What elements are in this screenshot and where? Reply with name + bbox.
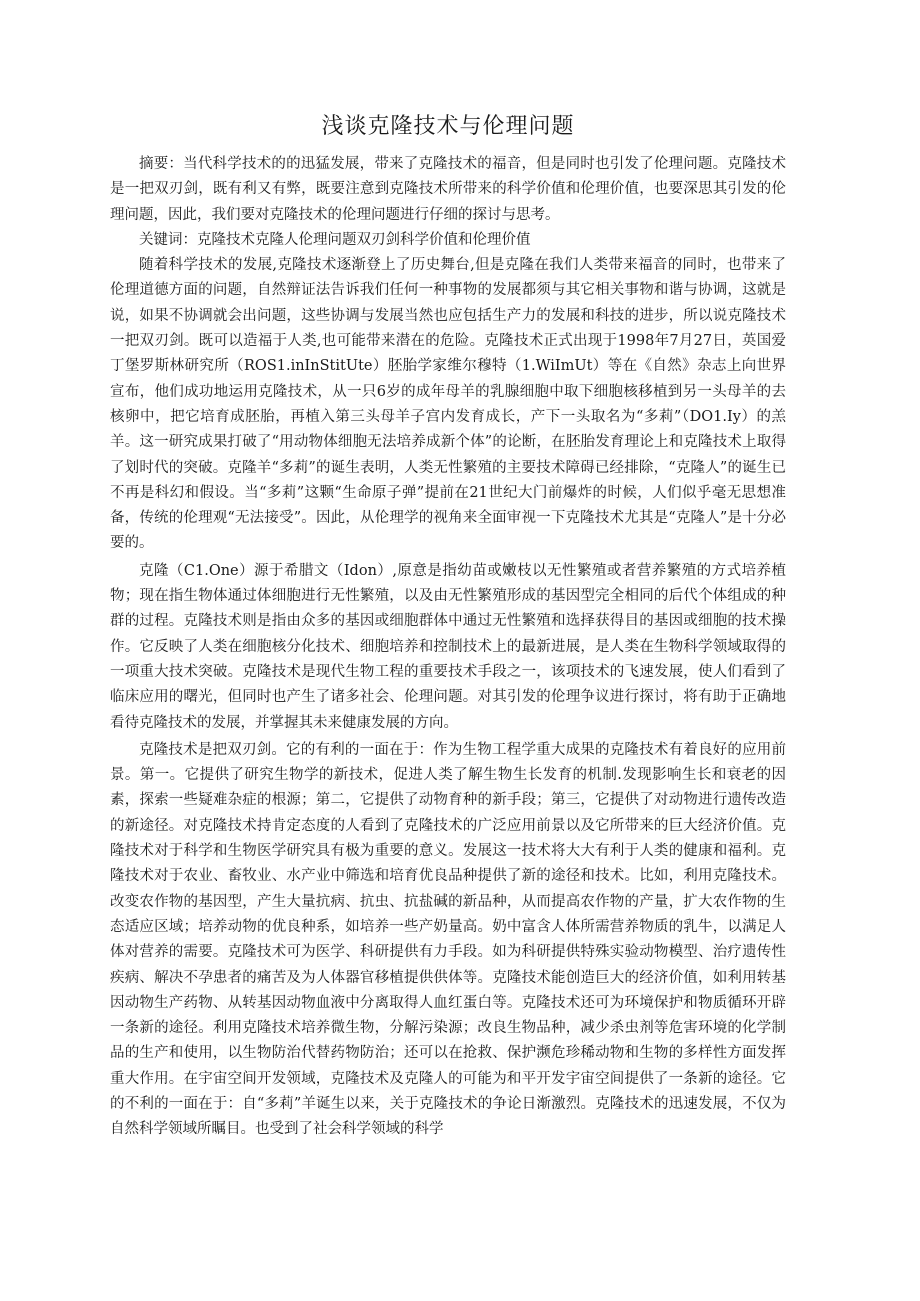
body-paragraph-3: 克隆技术是把双刃剑。它的有利的一面在于：作为生物工程学重大成果的克隆技术有着良好的应用前景。第一。它提供了研究生物学的新技术，促进人类了解生物生长发育的机制.发现影响生长和衰老的因素，探索一些疑难杂症的根源；第二，它提供了动物育种的新手段；第三，它提供了对动物进行遗传改造的新途径。对克隆技术持肯定态度的人看到了克隆技术的广泛应用前景以及它所带来的巨大经济价值。克隆技术对于科学和生物医学研究具有极为重要的意义。发展这一技术将大大有利于人类的健康和福利。克隆技术对于农业、畜牧业、水产业中筛选和培育优良品种提供了新的途径和技术。比如，利用克隆技术。改变农作物的基因型，产生大量抗病、抗虫、抗盐碱的新品种，从而提高农作物的产量，扩大农作物的生态适应区域；培养动物的优良种系，如培养一些产奶量高。奶中富含人体所需营养物质的乳牛，以满足人体对营养的需要。克隆技术可为医学、科研提供有力手段。如为科研提供特殊实验动物模型、治疗遗传性疾病、解决不孕患者的痛苦及为人体器官移植提供供体等。克隆技术能创造巨大的经济价值，如利用转基因动物生产药物、从转基因动物血液中分离取得人血红蛋白等。克隆技术还可为环境保护和物质循环开辟一条新的途径。利用克隆技术培养微生物，分解污染源；改良生物品种，减少杀虫剂等危害环境的化学制品的生产和使用，以生物防治代替药物防治；还可以在抢救、保护濒危珍稀动物和生物的多样性方面发挥重大作用。在宇宙空间开发领域，克隆技术及克隆人的可能为和平开发宇宙空间提供了一条新的途径。它的不利的一面在于：自“多莉”羊诞生以来，关于克隆技术的争论日渐激烈。克隆技术的迅速发展，不仅为自然科学领域所瞩目。也受到了社会科学领域的科学 <box>110 741 786 1138</box>
document-page <box>110 112 786 1143</box>
document-title: 浅谈克隆技术与伦理问题 <box>321 114 575 139</box>
body-paragraph-1: 随着科学技术的发展,克隆技术逐渐登上了历史舞台,但是克隆在我们人类带来福音的同时，也带来了伦理道德方面的问题，自然辩证法告诉我们任何一种事物的发展都须与其它相关事物和谐与协调，这就是说，如果不协调就会出问题，这些协调与发展当然也应包括生产力的发展和科技的进步，所以说克隆技术一把双刃剑。既可以造福于人类,也可能带来潜在的危险。克隆技术正式出现于1998年7月27日，英国爱丁堡罗斯林研究所（ROS1.inInStitUte）胚胎学家维尔穆特（1.WiImUt）等在《自然》杂志上向世界宣布，他们成功地运用克隆技术，从一只6岁的成年母羊的乳腺细胞中取下细胞核移植到另一头母羊的去核卵中，把它培育成胚胎，再植入第三头母羊子宫内发育成长，产下一头取名为“多莉”（DO1.Iy）的羔羊。这一研究成果打破了“用动物体细胞无法培养成新个体”的论断，在胚胎发育理论上和克隆技术上取得了划时代的突破。克隆羊“多莉”的诞生表明，人类无性繁殖的主要技术障碍已经排除，“克隆人”的诞生已不再是科幻和假设。当“多莉”这颗“生命原子弹”提前在21世纪大门前爆炸的时候，人们似乎毫无思想准备，传统的伦理观“无法接受”。因此，从伦理学的视角来全面审视一下克隆技术尤其是“克隆人”是十分必要的。 <box>110 257 786 552</box>
body-paragraph-2: 克隆（C1.One）源于希腊文（Idon）,原意是指幼苗或嫩枝以无性繁殖或者营养繁殖的方式培养植物；现在指生物体通过体细胞进行无性繁殖，以及由无性繁殖形成的基因型完全相同的后代个体组成的种群的过程。克隆技术则是指由众多的基因或细胞群体中通过无性繁殖和选择获得目的基因或细胞的技术操作。它反映了人类在细胞核分化技术、细胞培养和控制技术上的最新进展，是人类在生物科学领域取得的一项重大技术突破。克隆技术是现代生物工程的重要技术手段之一，该项技术的飞速发展，使人们看到了临床应用的曙光，但同时也产生了诸多社会、伦理问题。对其引发的伦理争议进行探讨，将有助于正确地看待克隆技术的发展，并掌握其未来健康发展的方向。 <box>110 562 786 731</box>
keywords-line: 关键词：克隆技术克隆人伦理问题双刃剑科学价值和伦理价值 <box>139 231 531 248</box>
abstract-paragraph: 摘要：当代科学技术的的迅猛发展，带来了克隆技术的福音，但是同时也引发了伦理问题。克隆技术是一把双刃剑，既有利又有弊，既要注意到克隆技术所带来的科学价值和伦理价值，也要深思其引发的伦理问题，因此，我们要对克隆技术的伦理问题进行仔细的探讨与思考。 <box>110 156 786 223</box>
